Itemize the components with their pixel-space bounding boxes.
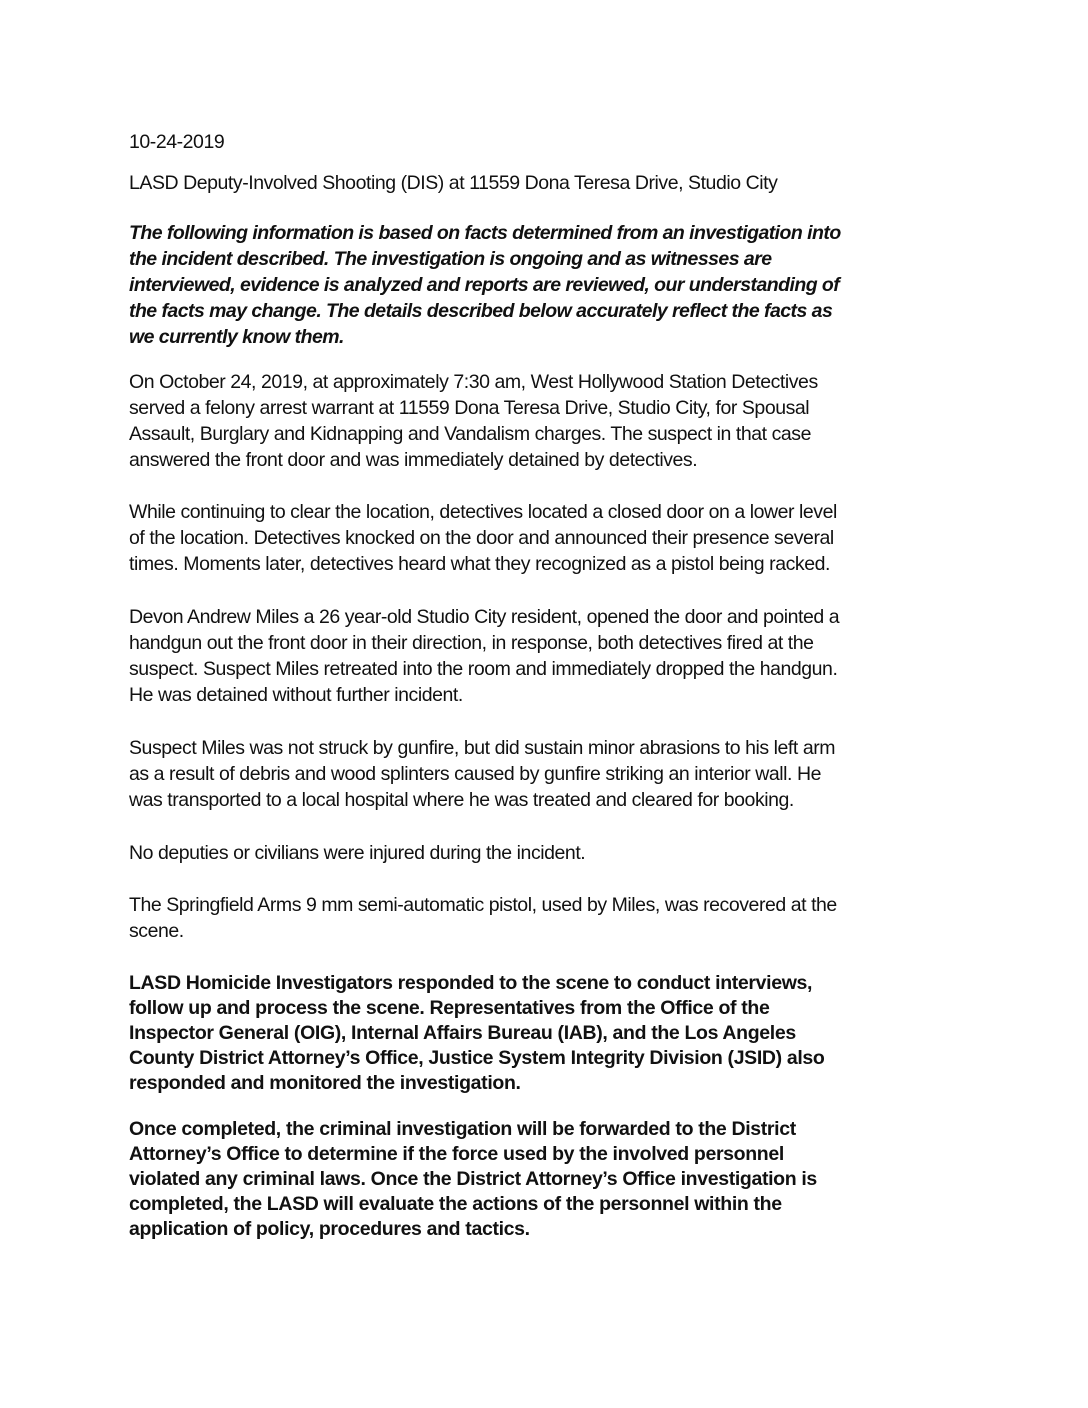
paragraph-line: While continuing to clear the location, detectives located a closed door on a lower level <box>129 501 837 523</box>
paragraph-line: Devon Andrew Miles a 26 year-old Studio City resident, opened the door and pointed a <box>129 606 840 628</box>
paragraph-line: Suspect Miles was not struck by gunfire, but did sustain minor abrasions to his left arm <box>129 737 836 759</box>
paragraph-line: handgun out the front door in their direction, in response, both detectives fired at the <box>129 632 814 654</box>
bold-paragraph-line: Once completed, the criminal investigation will be forwarded to the District <box>129 1118 796 1140</box>
disclaimer-line: interviewed, evidence is analyzed and reports are reviewed, our understanding of <box>129 274 840 296</box>
paragraph-line: answered the front door and was immediately detained by detectives. <box>129 449 698 471</box>
paragraph-line: No deputies or civilians were injured during the incident. <box>129 842 586 864</box>
bold-paragraph-line: application of policy, procedures and tactics. <box>129 1218 530 1240</box>
disclaimer-line: the incident described. The investigation is ongoing and as witnesses are <box>129 248 772 270</box>
document-title: LASD Deputy-Involved Shooting (DIS) at 11559 Dona Teresa Drive, Studio City <box>129 172 778 194</box>
bold-paragraph-line: Inspector General (OIG), Internal Affairs Bureau (IAB), and the Los Angeles <box>129 1022 796 1044</box>
paragraph-line: scene. <box>129 920 184 942</box>
bold-paragraph-line: Attorney’s Office to determine if the force used by the involved personnel <box>129 1143 784 1165</box>
bold-paragraph-line: follow up and process the scene. Representatives from the Office of the <box>129 997 770 1019</box>
paragraph-line: The Springfield Arms 9 mm semi-automatic pistol, used by Miles, was recovered at the <box>129 894 837 916</box>
disclaimer-line: The following information is based on facts determined from an investigation into <box>129 222 841 244</box>
paragraph-line: suspect. Suspect Miles retreated into the room and immediately dropped the handgun. <box>129 658 838 680</box>
paragraph-line: times. Moments later, detectives heard what they recognized as a pistol being racked. <box>129 553 830 575</box>
disclaimer-line: we currently know them. <box>129 326 344 348</box>
paragraph-line: served a felony arrest warrant at 11559 Dona Teresa Drive, Studio City, for Spousal <box>129 397 810 419</box>
document-date: 10-24-2019 <box>129 131 225 153</box>
bold-paragraph-line: LASD Homicide Investigators responded to the scene to conduct interviews, <box>129 972 813 994</box>
paragraph-line: of the location. Detectives knocked on the door and announced their presence several <box>129 527 834 549</box>
paragraph-line: Assault, Burglary and Kidnapping and Vandalism charges. The suspect in that case <box>129 423 811 445</box>
bold-paragraph-line: completed, the LASD will evaluate the actions of the personnel within the <box>129 1193 782 1215</box>
paragraph-line: was transported to a local hospital where he was treated and cleared for booking. <box>129 789 794 811</box>
paragraph-line: He was detained without further incident. <box>129 684 463 706</box>
bold-paragraph-line: violated any criminal laws. Once the District Attorney’s Office investigation is <box>129 1168 817 1190</box>
bold-paragraph-line: County District Attorney’s Office, Justice System Integrity Division (JSID) also <box>129 1047 825 1069</box>
paragraph-line: as a result of debris and wood splinters caused by gunfire striking an interior wall. He <box>129 763 822 785</box>
bold-paragraph-line: responded and monitored the investigation. <box>129 1072 521 1094</box>
disclaimer-line: the facts may change. The details described below accurately reflect the facts as <box>129 300 833 322</box>
paragraph-line: On October 24, 2019, at approximately 7:30 am, West Hollywood Station Detectives <box>129 371 818 393</box>
